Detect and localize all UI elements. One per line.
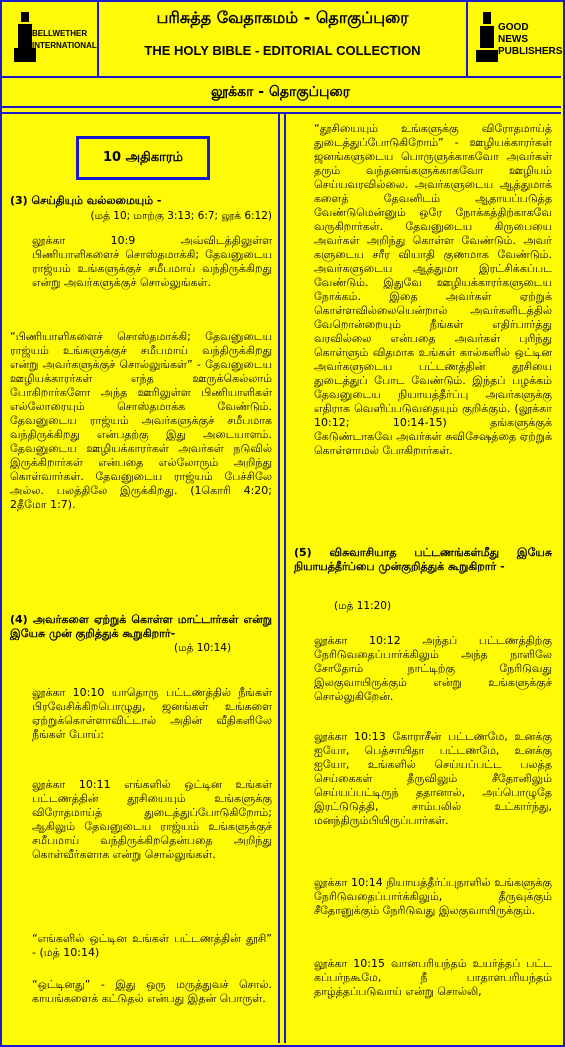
verse-10-13: லூக்கா 10:13 கோராசீன் பட்டணமே, உனக்கு ஐயோ, பெத்சாயிதா பட்டணமே, உனக்கு ஐயோ, உங்களில் செய்யப்பட்ட பலத்த செய்கைகள் தீருவிலும் சீதோனிலும் செய்யப்பட்டிருந் ததானால், அப்பொழுதே இரட்டுடுத்தி, சாம்பலில் உட்கார்ந்து, மனந்திரும்பியிருப்பார்கள். <box>314 730 552 827</box>
clung-note: “ஒட்டினது” - இது ஒரு மருத்துவச் சொல். காயங்களைக் கட்டுதல் என்பது இதன் பொருள். <box>32 978 272 1005</box>
verse-10-14: லூக்கா 10:14 நியாயத்தீர்ப்புநாளில் உங்களுக்கு நேரிடுவதைப்பார்க்கிலும், தீருவுக்கும் சீதோனுக்கும் நேரிடுவது இலகுவாயிருக்கும். <box>314 876 552 917</box>
subtitle: லூக்கா - தொகுப்புரை <box>0 78 561 108</box>
left-logo-text: BELLWETHER INTERNATIONAL <box>32 29 97 50</box>
section-5-heading: (5) விசுவாசியாத பட்டணங்கள்மீது இயேசு நியாயத்தீர்ப்பை முன்குறித்துக் கூறுகிறார் - <box>294 546 552 573</box>
section-5-ref: (மத் 11:20) <box>334 600 392 612</box>
verse-10-12: லூக்கா 10:12 அந்தப் பட்டணத்திற்கு நேரிடுவதைப்பார்க்கிலும் அந்த நாளிலே சோதோம் நாட்டிற்கு நேரிடுவது இலகுவாயிருக்கும் என்று உங்களுக்குச் சொல்லுகிறேன். <box>314 634 552 703</box>
section-3-ref: (மத் 10; மாற்கு 3:13; 6:7; லூக் 6:12) <box>90 210 272 222</box>
commentary-heal: “பிணியாளிகளைச் சொஸ்தமாக்கி; தேவனுடைய ராஜ்யம் உங்களுக்குச் சமீபமாய் வந்திருக்கிறது என்று அவர்களுக்குச் சொல்லுங்கள்” - தேவனுடைய ஊழியக்காரர்கள் எந்த ஊருக்கெல்லாம் போகிறார்களோ அந்த ஊரிலுள்ள பிணியாளிகள் எல்லோரையும் சொஸ்தமாக்க வேண்டும். தேவனுடைய ராஜ்யம் அவர்களுக்குச் சமீபமாக வந்திருக்கிறது என்பதற்கு இது அடையாளம். தேவனுடைய ஊழியக்காரர்கள் அவர்கள் நடுவில் இருக்கிறார்கள் என்பதை எல்லோரும் அறிந்து கொள்வார்கள். தேவனுடைய ராஜ்யம் பேச்சிலே அல்ல. பலத்திலே இருக்கிறது. (1கொரி 4:20; 2தீமோ 1:7). <box>10 330 272 511</box>
title-english: THE HOLY BIBLE - EDITORIAL COLLECTION <box>144 43 421 58</box>
section-3-heading: (3) செய்தியும் வல்லமையும் - <box>10 194 162 207</box>
dust-quote: “எங்களில் ஒட்டின உங்கள் பட்டணத்தின் தூசி” - (மத் 10:14) <box>32 932 272 959</box>
verse-10-11: லூக்கா 10:11 எங்களில் ஒட்டின உங்கள் பட்டணத்தின் தூசியையும் உங்களுக்கு விரோதமாய்த் துடைத்துப்போடுகிறோம்; ஆகிலும் தேவனுடைய ராஜ்யம் உங்களுக்குச் சமீபமாய் வந்திருக்கிறதென்பதை அறிந்து கொள்வீர்களாக என்று சொல்லுங்கள். <box>32 778 272 861</box>
section-4-ref: (மத் 10:14) <box>174 642 232 654</box>
section-4-heading: (4) அவர்களை ஏற்றுக் கொள்ள மாட்டார்கள் என்று இயேசு முன் குறித்துக் கூறுகிறார்- <box>10 613 272 640</box>
right-column <box>284 114 558 1043</box>
verse-10-15: லூக்கா 10:15 வானபரியந்தம் உயர்த்தப் பட்ட கப்பர்நகூமே, நீ பாதாளபரியந்தம் தாழ்த்தப்படுவாய் என்று சொல்லி, <box>314 957 552 998</box>
verse-10-10: லூக்கா 10:10 யாதொரு பட்டணத்தில் நீங்கள் பிரவேசிக்கிறபொழுது, ஜனங்கள் உங்களை ஏற்றுக்கொள்ளாவிட்டால் அதின் வீதிகளிலே நீங்கள் போய்: <box>32 686 272 741</box>
chapter-box: 10 அதிகாரம் <box>76 136 210 180</box>
left-column <box>4 114 280 1043</box>
verse-10-9: லூக்கா 10:9 அவ்விடத்திலுள்ள பிணியாளிகளைச் சொஸ்தமாக்கி; தேவனுடைய ராஜ்யம் உங்களுக்குச் சமீபமாய் வந்திருக்கிறது என்று அவர்களுக்குச் சொல்லுங்கள். <box>32 234 272 289</box>
title-tamil: பரிசுத்த வேதாகமம் - தொகுப்புரை <box>156 8 409 27</box>
header-border <box>0 0 561 78</box>
commentary-dust: “தூசியையும் உங்களுக்கு விரோதமாய்த் துடைத்துப்போடுகிறோம்” - ஊழியக்காரர்கள் ஜனங்களுடைய பொருளுக்காகவோ அவர்கள் தரும் வந்தனங்களுக்காகவோ ஊழியம் செய்யவரவில்லை. அவர்களுடைய ஆத்துமாக் களைத் தேவனிடம் ஆதாயப்படுத்த வேண்டுமென்னும் ஒரே நோக்கத்திற்காகவே வருகிறார்கள். தேவனுடைய கிருபையை அவர்கள் அறிந்து கொள்ள வேண்டும். அவர் களுடைய சரீர வியாதி குணமாக வேண்டும். அவர்களுடைய ஆத்துமா இரட்சிக்கப்பட வேண்டும். இதுவே ஊழியக்காரர்களுடைய நோக்கம். இதை அவர்கள் ஏற்றுக் கொள்ளவில்லையென்றால் அவர்களிடத்தில் வேறொன்றையும் நீங்கள் எதிர்பார்த்து வரவில்லை என்பதை அவர்கள் புரிந்து கொள்ளும் விதமாக உங்கள் கால்களில் ஒட்டின அவர்களுடைய பட்டணத்தின் தூசியை துடைத்துப் போட வேண்டும். இந்தப் பழக்கம் தேவனுடைய நியாயத்தீர்ப்பு அவர்களுக்கு எதிராக வெளிப்படுவதையும் குறிக்கும். (லூக்கா 10:12; 10:14-15) தங்களுக்குக் கேடுண்டாகவே அவர்கள் சுவிசேஷத்தை ஏற்றுக் கொள்ளாமல் போகிறார்கள். <box>314 122 552 457</box>
right-logo-text: GOOD NEWS PUBLISHERS <box>498 22 563 57</box>
